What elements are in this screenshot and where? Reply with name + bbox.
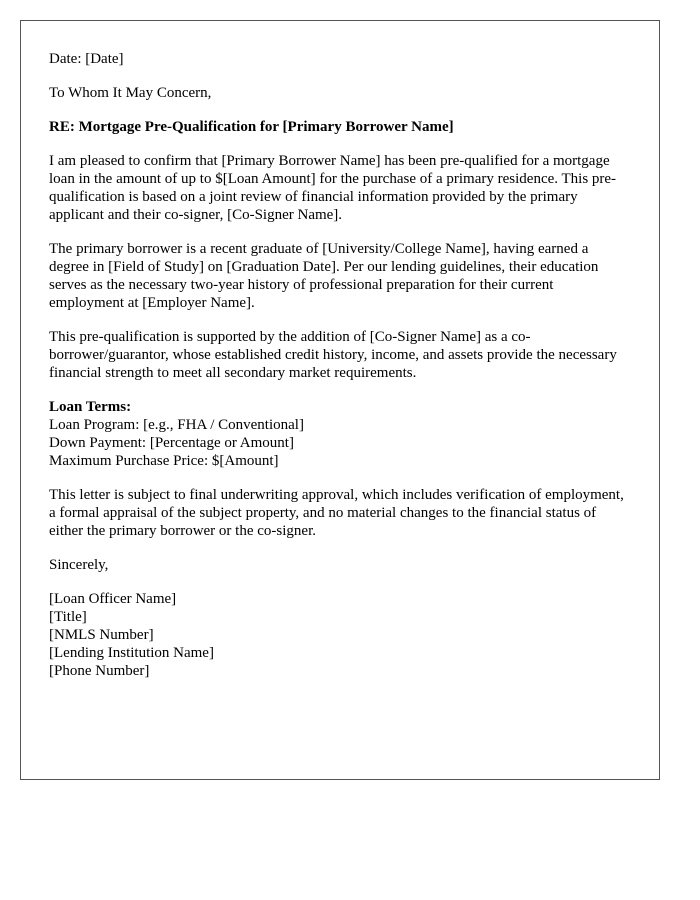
letter-date: Date: [Date] [49,51,124,67]
loan-terms-block [49,398,631,470]
signature-block [49,590,631,680]
signature-name: [Loan Officer Name] [49,591,177,607]
letter-salutation: To Whom It May Concern, [49,85,212,101]
paragraph-cosigner: This pre-qualification is supported by the addition of [Co-Signer Name] as a co-borrower/guarantor, whose established credit history, income, and assets provide the necessary financial strength to meet all secondary market requirements. [49,329,617,381]
letter-closing: Sincerely, [49,557,109,573]
signature-title: [Title] [49,609,87,625]
max-purchase-price-line: Maximum Purchase Price: $[Amount] [49,453,279,469]
loan-program-line: Loan Program: [e.g., FHA / Conventional] [49,417,304,433]
signature-institution: [Lending Institution Name] [49,645,214,661]
signature-phone: [Phone Number] [49,663,150,679]
letter-subject: RE: Mortgage Pre-Qualification for [Primary Borrower Name] [49,119,454,135]
paragraph-confirmation: I am pleased to confirm that [Primary Borrower Name] has been pre-qualified for a mortgage loan in the amount of up to $[Loan Amount] for the purchase of a primary residence. This pre-qualification is based on a joint review of financial information provided by the primary applicant and their co-signer, [Co-Signer Name]. [49,153,617,223]
paragraph-conditions: This letter is subject to final underwriting approval, which includes verification of employment, a formal appraisal of the subject property, and no material changes to the financial status of either the primary borrower or the co-signer. [49,487,624,539]
loan-terms-heading: Loan Terms: [49,399,132,415]
letter-page [20,20,660,780]
signature-nmls: [NMLS Number] [49,627,154,643]
paragraph-education: The primary borrower is a recent graduate of [University/College Name], having earned a degree in [Field of Study] on [Graduation Date]. Per our lending guidelines, their education serves as the necessary two-year history of professional preparation for their current employment at [Employer Name]. [49,241,599,311]
down-payment-line: Down Payment: [Percentage or Amount] [49,435,294,451]
